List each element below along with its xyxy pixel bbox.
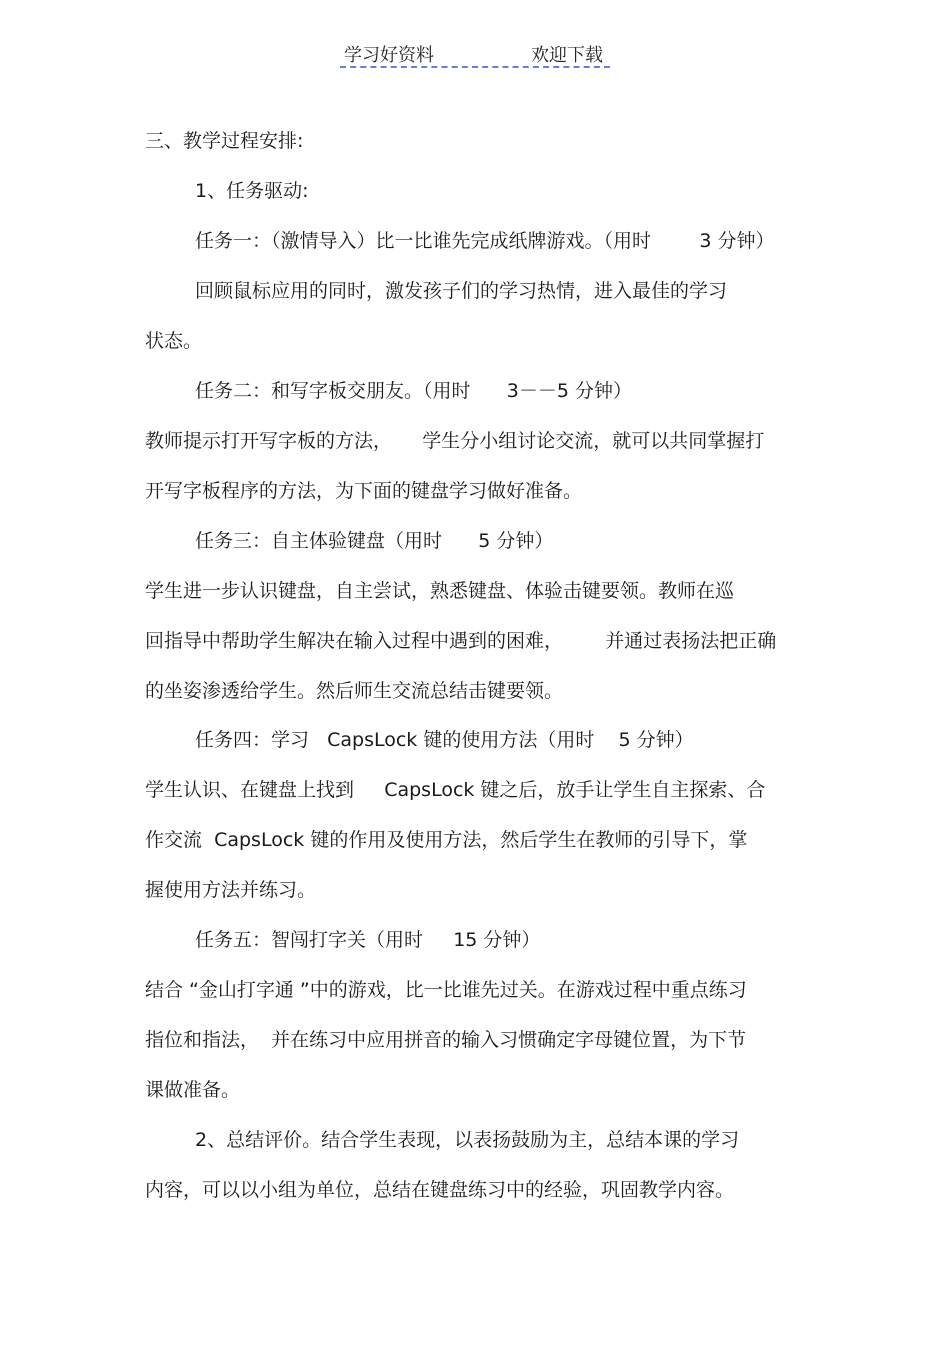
summary-heading: 2、总结评价。结合学生表现，以表扬鼓励为主，总结本课的学习 <box>195 1129 740 1151</box>
task-one-title: 任务一：（激情导入）比一比谁先完成纸牌游戏。（用时 3 分钟） <box>195 230 775 252</box>
paragraph-line: 握使用方法并练习。 <box>145 879 317 901</box>
task-three-title: 任务三：自主体验键盘（用时 5 分钟） <box>195 530 554 552</box>
paragraph-line: 学生进一步认识键盘，自主尝试，熟悉键盘、体验击键要领。教师在巡 <box>145 580 735 602</box>
paragraph-line: 状态。 <box>145 330 203 352</box>
paragraph-line: 作交流 CapsLock 键的作用及使用方法，然后学生在教师的引导下，掌 <box>145 829 748 851</box>
subsection-task-driven: 1、任务驱动: <box>195 180 309 202</box>
header-left-text: 学习好资料 <box>344 45 434 66</box>
header-right-text: 欢迎下载 <box>531 45 603 66</box>
paragraph-line: 结合 “金山打字通 ”中的游戏，比一比谁先过关。在游戏过程中重点练习 <box>145 979 747 1001</box>
paragraph-line: 教师提示打开写字板的方法， 学生分小组讨论交流，就可以共同掌握打 <box>145 430 765 452</box>
section-heading: 三、教学过程安排: <box>145 130 304 152</box>
paragraph-line: 指位和指法， 并在练习中应用拼音的输入习惯确定字母键位置，为下节 <box>145 1029 747 1051</box>
task-two-title: 任务二：和写字板交朋友。（用时 3－－5 分钟） <box>195 380 632 402</box>
paragraph-line: 学生认识、在键盘上找到 CapsLock 键之后，放手让学生自主探索、合 <box>145 779 766 801</box>
paragraph-line: 内容，可以以小组为单位，总结在键盘练习中的经验，巩固教学内容。 <box>145 1179 735 1201</box>
paragraph-line: 开写字板程序的方法，为下面的键盘学习做好准备。 <box>145 480 583 502</box>
task-four-title: 任务四：学习 CapsLock 键的使用方法（用时 5 分钟） <box>195 729 694 751</box>
paragraph-line: 课做准备。 <box>145 1079 241 1101</box>
page-header <box>340 38 610 68</box>
task-five-title: 任务五：智闯打字关（用时 15 分钟） <box>195 929 541 951</box>
paragraph-line: 的坐姿渗透给学生。然后师生交流总结击键要领。 <box>145 680 564 702</box>
paragraph-line: 回顾鼠标应用的同时，激发孩子们的学习热情，进入最佳的学习 <box>195 280 728 302</box>
paragraph-line: 回指导中帮助学生解决在输入过程中遇到的困难， 并通过表扬法把正确 <box>145 630 777 652</box>
